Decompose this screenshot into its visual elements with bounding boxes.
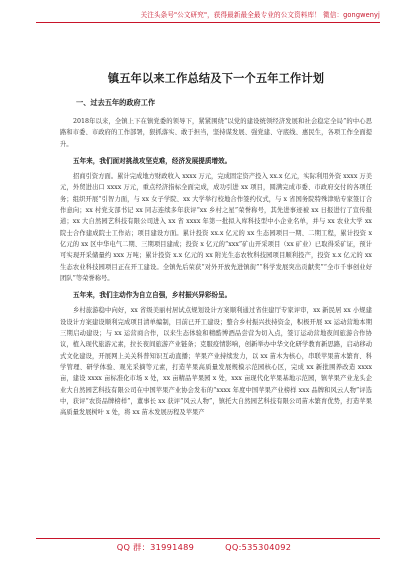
document-body — [60, 70, 372, 420]
footer-contact — [0, 542, 408, 553]
document-title: 镇五年以来工作总结及下一个五年工作计划 — [107, 72, 325, 85]
subsection-heading-economy: 五年来，我们面对挑战攻坚克难，经济发展提质增效。 — [73, 156, 232, 165]
footer-qq-number: QQ:535304092 — [225, 542, 292, 552]
subsection-heading-rural: 五年来，我们主动作为自立自强，乡村振兴异彩纷呈。 — [73, 291, 232, 300]
economy-paragraph: 招商引资方面。累计完成地方财政收入 xxxx 万元，完成固定资产投入 xx.x 亿元，实际利用外资 xxxx 万美元，外贸进出口 xxxx 万元，重点经济指标全面完成，成功引进 xx 项目，圆满完成市委、市政府交付的各项任务；组织开展“引智力面，与 xx 女子学院、xx 大学举行校地合作签约仪式，与 x 省国务院特殊津贴专家签订合作意向；xx 村党支部书记 xx 同志连续多年获评“xx 乡村之星”荣誉称号，其先进事迹被 xx 日报进行了宣传报道；xx 大自然园艺科技有限公司进入 xx 省 xxxx 年第一批拟入库科技型中小企业名单，并与 xx 农业大学 xx 院士合作建成院士工作站；项目建设方面。累计投资 xx.x 亿元的 xx 生态园项目一期、二期工程，累计投资 x 亿元的 xx 区中华电气二期、三期项目建成；投资 x 亿元的“xxx”矿山开采项目（xx 矿业）已取得采矿证，预计可实现开采储量约 xxx 万吨；累计投资 x.x 亿元的 xx 附光生态农牧科技园项目顺利投产，投资 x.x 亿元的 xx 生态农业科技园项目正在开工建设。全镇先后荣获“对外开放先进镇街”“科学发展突出贡献奖”“全市千事创业好团队”等荣誉称号。 — [60, 173, 372, 282]
footer-qq-group: QQ 群：31991489 — [116, 542, 195, 552]
header-rule — [36, 22, 380, 23]
banner-text: 关注头条号"公文研究"，获得最新最全最专业的公文资料库！ 微信：gongwenyj — [140, 11, 380, 19]
rural-paragraph: 乡村旅游稳中向好，xx 省级美丽村居试点规划设计方案顺利通过省住建厅专家评审，xx 新民居 xx 小规建设设计方案建设顺利完成项目清单编制，目前已开工建设；整合乡村振兴扶持资金，积极开展 xx 运动营地本期三期启动建设；与 xx 运营商合作，以来生态体验和精酷博酒品尝营为切入点，签订运动营地夜间旅游合作协议，植入现代旅游元素，拉长夜间旅游产业链条；克服疫情影响，创新举办中华文化研学教育新思路，启动移动式文化建设，开展网上关关科普知识互动直播；苹果产业持续发力，以 xx 苗木为核心，串联苹果苗木繁育、科学管理、研学体验、观光采摘等元素，打造苹果高质量发展规模示范园核心区，完成 xx 新批围养改造 xxxx 亩，建设 xxxx 亩标准化市场 x 处，xx 亩精品苹果园 x 处，xxx 亩现代化苹果基地示范园，镇苹果产业龙头企业大自然园艺科技有限公司在中国苹果产业协会发布的“xxxx 年度中国苹果产业榜样 xxx 品牌和风云人物”评选中，获评“农资品牌榜样”，董事长 xx 获评“风云人物”，镇托大自然园艺科技有限公司苗木繁育优势，打造苹果高质量发展树叶 x 处，将 xx 苗木发展历程及苹果产 — [60, 307, 372, 417]
section-heading: 一、过去五年的政府工作 — [76, 98, 156, 107]
intro-paragraph: 2018年以来，全镇上下在镇党委的领导下，紧紧围绕“以党的建设统领经济发展和社会稳定全局”的中心思路和市委、市政府的工作部署，狠抓落实、敢于担当，坚持谋发展、强党建、守底线、惠民生，各项工作全面提升。 — [60, 118, 372, 148]
top-banner — [0, 0, 408, 30]
footer-rule — [36, 538, 380, 539]
footer — [0, 538, 408, 556]
